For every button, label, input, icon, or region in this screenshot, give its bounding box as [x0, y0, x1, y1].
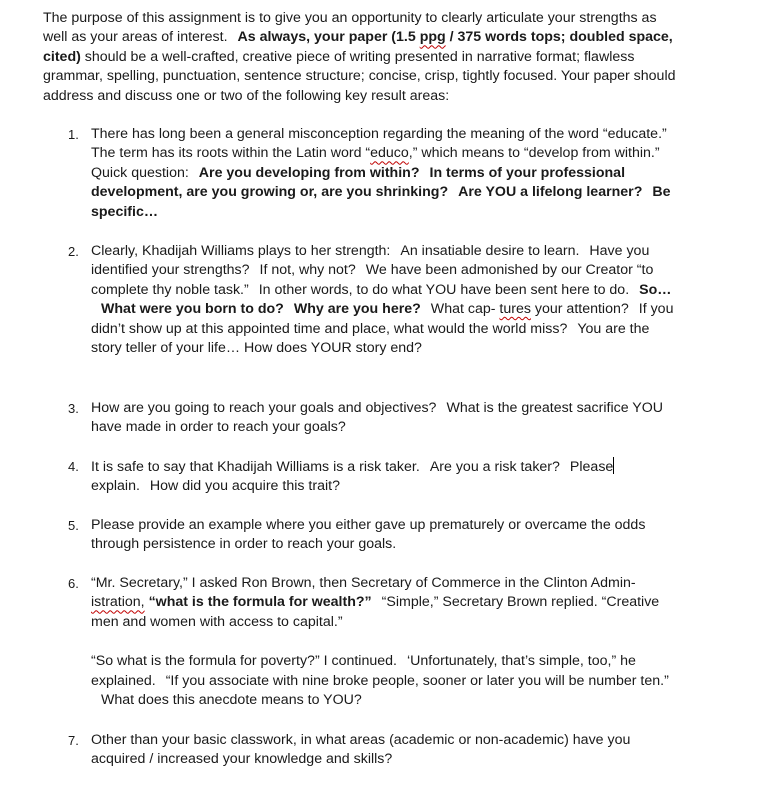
- list-item-2: 2. Clearly, Khadijah Williams plays to her strength: An insatiable desire to learn. Have you identified your strengths? If not, why not? We have been admonished by our Creator “to complete thy noble task.” In other words, to do what YOU have been sent here to do. So…What were you born to do? Why are you here? What cap- tures your attention? If you didn’t show up at this appointed time and place, what would the world miss? You are the story teller of your life… How does YOUR story end?: [68, 243, 674, 357]
- list-number: 1.: [68, 127, 79, 142]
- spelling-error-istration[interactable]: istration,: [91, 594, 145, 611]
- list-item-5: 5. Please provide an example where you either gave up prematurely or overcame the odds through persistence in order to reach your goals.: [68, 517, 646, 553]
- intro-text-2: should be a well-crafted, creative piece of writing presented in narrative format; flawless grammar, spelling, punctuation, sentence structure; concise, crisp, tightly focused. Your paper should address and discuss one or two of the following key result areas:: [43, 48, 676, 104]
- list-number: 4.: [68, 459, 79, 474]
- list-item-6-paragraph-2: “So what is the formula for poverty?” I continued. ‘Unfortunately, that’s simple, too,” he explained. “If you associate with nine broke people, sooner or later you will be number ten.”What does this anecdote means to YOU?: [91, 653, 669, 709]
- spelling-error-ppg[interactable]: ppg: [419, 29, 446, 46]
- list-item-4: 4. It is safe to say that Khadijah Williams is a risk taker. Are you a risk taker? Please explain. How did you acquire this trait?: [68, 459, 614, 495]
- list-item-7: 7. Other than your basic classwork, in what areas (academic or non-academic) have you acquired / increased your knowledge and skills?: [68, 732, 631, 768]
- list-item-6: 6. “Mr. Secretary,” I asked Ron Brown, then Secretary of Commerce in the Clinton Admin- istration, “what is the formula for wealth?” “Simple,” Secretary Brown replied. “Creative men and women with access to capital.” “So what is the formula for poverty?” I continued. ‘Unfortunately, that’s simple, too,” he explained. “If you associate with nine broke people, sooner or later you will be number ten.”What does this anecdote means to YOU?: [68, 574, 678, 710]
- intro-paragraph: [43, 9, 683, 106]
- spelling-error-tures[interactable]: tures: [499, 301, 531, 318]
- list-item-1: 1. There has long been a general misconception regarding the meaning of the word “educate.” The term has its roots within the Latin word “educo,” which means to “develop from within.” Quick question: Are you developing from within? In terms of your professional development, are you growing or, are you shrinking? Are YOU a lifelong learner? Be specific…: [68, 126, 671, 220]
- list-number: 3.: [68, 401, 79, 416]
- list-number: 5.: [68, 518, 79, 533]
- intro-text: The purpose of this assignment is to give you an opportunity to clearly articulate your strengths as well as your areas of interest.: [43, 10, 657, 46]
- text-cursor: [613, 457, 614, 474]
- list-number: 2.: [68, 244, 79, 259]
- list-number: 6.: [68, 576, 79, 591]
- intro-requirements: As always, your paper (1.5 ppg / 375 words tops; doubled space, cited): [43, 29, 673, 65]
- list-item-3: 3. How are you going to reach your goals and objectives? What is the greatest sacrifice YOU have made in order to reach your goals?: [68, 400, 664, 436]
- list-number: 7.: [68, 733, 79, 748]
- spelling-error-educo[interactable]: educo: [370, 145, 409, 162]
